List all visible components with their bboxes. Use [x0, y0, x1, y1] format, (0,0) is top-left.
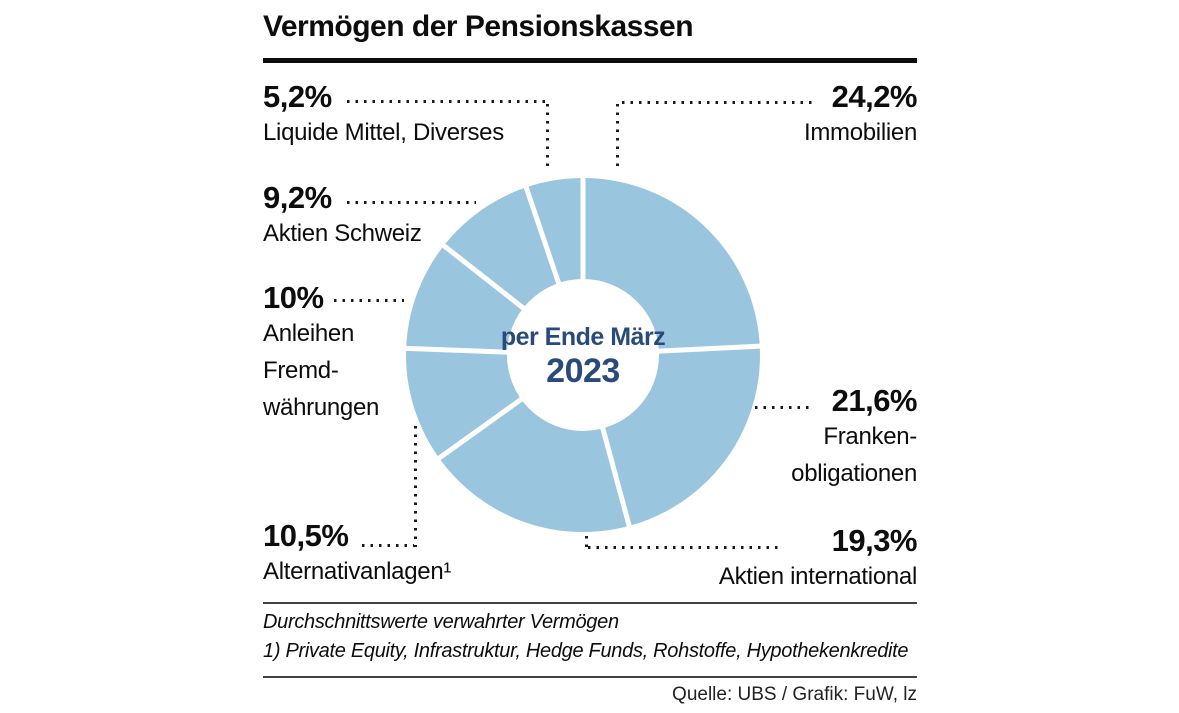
- callout-label: währungen: [263, 394, 380, 421]
- callout-label: Aktien Schweiz: [263, 220, 422, 247]
- callout-label: Anleihen: [263, 320, 355, 347]
- footer-rule-bottom: [263, 676, 917, 678]
- callout-frankenobligationen: [617, 384, 917, 492]
- footnote-average-values: Durchschnittswerte verwahrter Vermögen: [263, 611, 619, 633]
- callout-label: Liquide Mittel, Diverses: [263, 119, 504, 146]
- callout-label: Franken-: [823, 423, 917, 450]
- callout-label: Alternativanlagen¹: [263, 558, 452, 585]
- leader-anleihen-h: [334, 299, 404, 302]
- callout-label: Immobilien: [803, 119, 917, 146]
- callout-value: 9,2%: [263, 180, 332, 215]
- title-rule: [263, 58, 917, 63]
- callout-immobilien: [617, 80, 917, 151]
- leader-liquide-mittel-v: [546, 104, 549, 172]
- callout-value: 10%: [263, 280, 324, 315]
- leader-frankenobligationen-h: [755, 406, 812, 409]
- callout-value: 10,5%: [263, 518, 349, 553]
- leader-alternativanlagen-h: [362, 544, 414, 547]
- callout-aktien-international: [617, 524, 917, 595]
- callout-label: obligationen: [791, 460, 917, 487]
- callout-alternativanlagen: [263, 519, 451, 590]
- center-label-year: 2023: [546, 352, 620, 390]
- source-credit: Quelle: UBS / Grafik: FuW, lz: [672, 684, 917, 705]
- callout-label: Aktien international: [718, 563, 917, 590]
- callout-label: Fremd-: [263, 357, 339, 384]
- callout-liquide-mittel: [263, 80, 504, 151]
- callout-value: 19,3%: [831, 523, 917, 558]
- footnote-alternative-assets: 1) Private Equity, Infrastruktur, Hedge Funds, Rohstoffe, Hypothekenkredite: [263, 640, 909, 662]
- callout-aktien-schweiz: [263, 181, 422, 252]
- callout-value: 5,2%: [263, 79, 332, 114]
- callout-value: 21,6%: [831, 383, 917, 418]
- leader-aktien-schweiz-h: [347, 201, 476, 204]
- center-label-text: per Ende März: [500, 323, 666, 351]
- callout-value: 24,2%: [831, 79, 917, 114]
- leader-immobilien-h: [622, 101, 812, 104]
- leader-alternativanlagen-v: [414, 426, 417, 547]
- donut-center-label: [468, 322, 698, 390]
- leader-immobilien-v: [616, 104, 619, 168]
- page-title: Vermögen der Pensionskassen: [263, 10, 694, 43]
- leader-aktien-international-h: [588, 546, 782, 549]
- footer-rule-top: [263, 602, 917, 604]
- leader-liquide-mittel-h: [347, 100, 548, 103]
- callout-anleihen-fremdwaehrungen: [263, 281, 379, 426]
